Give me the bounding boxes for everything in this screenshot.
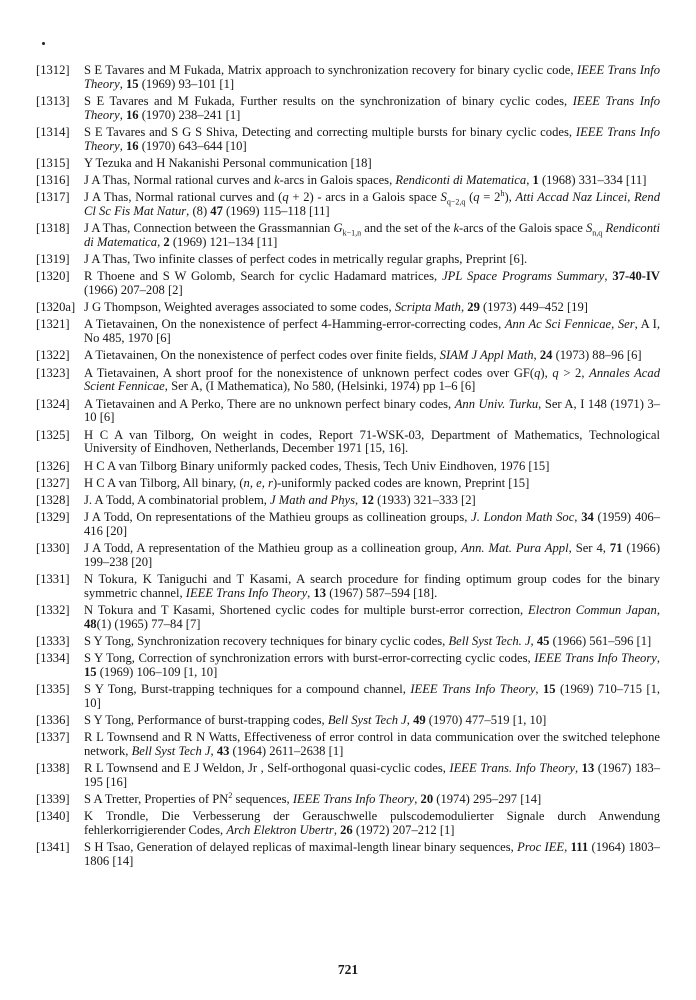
- reference-text-segment: sequences,: [232, 792, 293, 807]
- reference-text-segment: (1959) 406–416 [20]: [84, 509, 661, 538]
- reference-text-segment: Bell Syst Tech J: [327, 713, 407, 728]
- reference-text-segment: Proc IEE: [517, 840, 565, 855]
- reference-entry: [36, 635, 660, 649]
- reference-text-segment: (1966) 207–208 [2]: [84, 283, 183, 298]
- reference-entry: [36, 841, 660, 869]
- reference-text-segment: SIAM J Appl Math: [439, 348, 534, 363]
- reference-text-segment: h: [500, 189, 505, 199]
- reference-text-segment: n,q: [592, 228, 603, 238]
- reference-entry: [36, 222, 660, 250]
- reference-text: [84, 840, 660, 868]
- reference-text-segment: 16: [125, 107, 139, 122]
- reference-text-segment: 24: [539, 348, 553, 363]
- reference-text-segment: (1969) 106–109 [1, 10]: [96, 664, 218, 679]
- reference-text-segment: Rendiconti di Matematica: [395, 173, 527, 188]
- reference-text: [84, 173, 646, 187]
- reference-text-segment: ,: [307, 585, 314, 600]
- reference-number: [1322]: [36, 348, 70, 363]
- reference-text-segment: (1970) 477–519 [1, 10]: [425, 713, 547, 728]
- reference-text-segment: ),: [504, 190, 516, 205]
- reference-text-segment: 20: [420, 792, 434, 807]
- reference-number: [1327]: [36, 475, 70, 490]
- reference-entry: [36, 367, 660, 395]
- reference-text-segment: ,: [564, 840, 571, 855]
- reference-text: [84, 366, 660, 394]
- reference-entry: [36, 477, 660, 491]
- reference-text: [84, 510, 660, 538]
- reference-number: [1320]: [36, 269, 70, 284]
- reference-text: [84, 94, 660, 122]
- reference-text-segment: (1974) 295–297 [14]: [433, 792, 542, 807]
- reference-entry: [36, 126, 660, 154]
- reference-text-segment: IEEE Trans Info Theory: [84, 63, 661, 91]
- reference-text-segment: 49: [413, 713, 426, 728]
- reference-text-segment: q: [534, 365, 541, 380]
- reference-entry: [36, 810, 660, 838]
- reference-text-segment: q: [473, 190, 480, 205]
- reference-text-segment: q: [552, 365, 559, 380]
- reference-text-segment: J G Thompson, Weighted averages associated to some codes,: [84, 300, 395, 315]
- reference-text-segment: )-uniformly packed codes are known, Preprint [15]: [272, 475, 530, 490]
- reference-text-segment: ,: [406, 713, 414, 728]
- reference-number: [1314]: [36, 124, 70, 139]
- reference-text-segment: ,: [535, 682, 543, 697]
- reference-text: [84, 792, 541, 806]
- reference-text-segment: ,: [574, 509, 582, 524]
- stray-mark: [42, 42, 45, 45]
- reference-text: [84, 603, 660, 631]
- reference-text-segment: (: [465, 190, 474, 205]
- reference-text-segment: (1969) 710–715 [1, 10]: [84, 682, 661, 710]
- reference-text-segment: ),: [540, 365, 553, 380]
- reference-text-segment: 45: [536, 633, 550, 648]
- reference-text-segment: ,: [656, 602, 660, 617]
- reference-text: [84, 541, 660, 569]
- reference-text-segment: Ann Ac Sci Fennicae, Ser: [504, 317, 635, 332]
- reference-text-segment: ,: [604, 269, 613, 284]
- reference-text-segment: 2: [163, 235, 170, 250]
- reference-text-segment: Bell Syst Tech J: [131, 744, 211, 758]
- reference-number: [1316]: [36, 173, 70, 188]
- reference-text-segment: ,: [414, 792, 421, 807]
- reference-text-segment: (1972) 207–212 [1]: [352, 823, 455, 838]
- reference-text-segment: 12: [361, 492, 374, 507]
- reference-number: [1315]: [36, 155, 70, 170]
- reference-text-segment: K Trondle, Die Verbesserung der Gerauschwelle pulscodemodulierter Signale durch Anwendung fehlerkorrigierender Codes,: [84, 809, 660, 838]
- reference-entry: [36, 174, 660, 188]
- reference-text: [84, 428, 660, 456]
- reference-text-segment: (1970) 643–644 [10]: [138, 138, 247, 153]
- reference-text-segment: -arcs in Galois spaces,: [279, 173, 396, 188]
- reference-text-segment: Bell Syst Tech. J: [448, 633, 531, 648]
- reference-text-segment: (1964) 2611–2638 [1]: [229, 744, 344, 758]
- reference-entry: [36, 604, 660, 632]
- reference-text-segment: IEEE Trans Info Theory: [185, 585, 308, 600]
- reference-text-segment: IEEE Trans Info Theory: [534, 651, 657, 666]
- reference-text-segment: Ann Univ. Turku: [454, 396, 539, 411]
- reference-text-segment: S: [585, 221, 593, 236]
- reference-text-segment: 1: [532, 173, 539, 188]
- reference-entry: [36, 95, 660, 123]
- reference-text-segment: S A Tretter, Properties of PN: [84, 792, 229, 807]
- reference-text: [84, 397, 660, 425]
- reference-text-segment: k−1,n: [342, 228, 362, 238]
- reference-text-segment: A Tietavainen, On the nonexistence of perfect 4-Hamming-error-correcting codes,: [84, 317, 505, 332]
- reference-text: [84, 730, 660, 758]
- reference-text-segment: 34: [581, 509, 594, 524]
- reference-text-segment: N Tokura and T Kasami, Shortened cyclic codes for multiple burst-error correction,: [84, 602, 528, 617]
- reference-text-segment: ,: [119, 138, 126, 153]
- reference-text-segment: IEEE Trans Info Theory: [410, 682, 536, 697]
- reference-text: [84, 761, 660, 789]
- reference-number: [1312]: [36, 63, 70, 77]
- reference-entry: [36, 790, 660, 807]
- reference-text-segment: 15: [125, 76, 139, 91]
- reference-text-segment: (1933) 321–333 [2]: [373, 492, 476, 507]
- reference-text: [84, 713, 546, 727]
- reference-text-segment: IEEE Trans Info Theory: [292, 792, 415, 807]
- reference-text-segment: ,: [210, 744, 217, 758]
- reference-text-segment: and the set of the: [361, 221, 454, 236]
- reference-entry: [36, 429, 660, 457]
- reference-text-segment: J A Todd, A representation of the Mathieu group as a collineation group,: [84, 540, 462, 555]
- reference-entry: [36, 714, 660, 728]
- reference-text-segment: Y Tezuka and H Nakanishi Personal communication [18]: [84, 155, 372, 170]
- reference-text: [84, 156, 372, 170]
- reference-text-segment: 26: [340, 823, 353, 838]
- reference-text-segment: J. A Todd, A combinatorial problem,: [84, 492, 271, 507]
- reference-text-segment: R L Townsend and R N Watts, Effectiveness of error control in data communication over the switched telephone network,: [84, 730, 660, 758]
- reference-text: [84, 809, 660, 837]
- reference-number: [1329]: [36, 509, 70, 524]
- reference-entry: [36, 652, 660, 680]
- reference-number: [1324]: [36, 396, 70, 411]
- reference-text-segment: 29: [467, 300, 480, 315]
- reference-number: [1323]: [36, 365, 70, 380]
- reference-text-segment: (1966) 199–238 [20]: [84, 540, 661, 569]
- reference-text-segment: 2: [228, 790, 233, 800]
- reference-text-segment: S Y Tong, Performance of burst-trapping codes,: [84, 713, 328, 728]
- reference-text-segment: > 2,: [558, 365, 590, 380]
- reference-entry: [36, 270, 660, 298]
- reference-text-segment: J A Thas, Normal rational curves and: [84, 173, 275, 188]
- reference-text-segment: S H Tsao, Generation of delayed replicas of maximal-length linear binary sequences,: [84, 840, 518, 855]
- reference-text: [84, 63, 660, 91]
- reference-text: [84, 348, 642, 362]
- reference-text-segment: ,: [533, 348, 540, 363]
- reference-entry: [36, 494, 660, 508]
- reference-text-segment: 13: [313, 585, 327, 600]
- reference-text-segment: (1967) 183–195 [16]: [84, 761, 661, 789]
- reference-text-segment: q−2,q: [446, 197, 466, 207]
- reference-text-segment: H C A van Tilborg, On weight in codes, Report 71-WSK-03, Department of Mathematics, Technological University of Eindhoven, Netherlands, December 1971 [15, 16].: [84, 427, 660, 456]
- reference-text: [84, 572, 660, 600]
- reference-number: [1326]: [36, 458, 70, 473]
- reference-text-segment: 48: [84, 616, 97, 631]
- reference-number: [1321]: [36, 317, 70, 332]
- reference-text-segment: -arcs of the Galois space: [459, 221, 586, 236]
- reference-text-segment: S E Tavares and S G S Shiva, Detecting and correcting multiple bursts for binary cyclic codes,: [84, 124, 576, 139]
- reference-text: [84, 651, 660, 679]
- reference-text-segment: IEEE Trans Info Theory: [84, 124, 660, 153]
- reference-number: [1328]: [36, 492, 70, 507]
- reference-text-segment: Annales Acad Scient Fennicae: [84, 365, 660, 394]
- reference-number: [1338]: [36, 761, 70, 776]
- reference-text-segment: n, e, r: [243, 475, 273, 490]
- reference-text-segment: 16: [125, 138, 139, 153]
- reference-text-segment: J Math and Phys: [270, 492, 356, 507]
- reference-text: [84, 493, 476, 507]
- reference-text: [84, 269, 660, 297]
- reference-text-segment: J A Thas, Connection between the Grassmannian: [84, 221, 334, 236]
- reference-entry: [36, 762, 660, 790]
- reference-text-segment: Ann. Mat. Pura Appl: [461, 540, 569, 555]
- reference-text-segment: + 2) - arcs in a Galois space: [288, 190, 441, 205]
- reference-text-segment: ,: [119, 76, 126, 91]
- reference-text-segment: S E Tavares and M Fukada, Matrix approach to synchronization recovery for binary cyclic code,: [84, 63, 577, 77]
- reference-text: [84, 459, 549, 473]
- reference-text: [84, 252, 527, 266]
- reference-text-segment: R Thoene and S W Golomb, Search for cyclic Hadamard matrices,: [84, 269, 443, 284]
- reference-text-segment: H C A van Tilborg Binary uniformly packed codes, Thesis, Tech Univ Eindhoven, 1976 [15]: [84, 458, 550, 473]
- reference-text: [84, 634, 651, 648]
- reference-entry: [36, 349, 660, 363]
- reference-text-segment: A Tietavainen and A Perko, There are no unknown perfect binary codes,: [84, 396, 455, 411]
- reference-text-segment: R L Townsend and E J Weldon, Jr , Self-orthogonal quasi-cyclic codes,: [84, 761, 450, 776]
- reference-text-segment: IEEE Trans. Info Theory: [449, 761, 575, 776]
- reference-text: [84, 125, 660, 153]
- reference-text-segment: k: [453, 221, 460, 236]
- reference-text-segment: ,: [460, 300, 468, 315]
- reference-number: [1313]: [36, 93, 70, 108]
- reference-text-segment: Arch Elektron Ubertr: [226, 823, 334, 838]
- reference-text-segment: ,: [530, 633, 537, 648]
- reference-text: [84, 317, 660, 345]
- reference-text-segment: Scripta Math: [394, 300, 461, 315]
- reference-text-segment: J. London Math Soc: [471, 509, 575, 524]
- reference-number: [1339]: [36, 792, 70, 807]
- reference-text-segment: ,: [157, 235, 164, 250]
- reference-entry: [36, 731, 660, 759]
- reference-text-segment: Electron Commun Japan: [528, 602, 657, 617]
- reference-entry: [36, 318, 660, 346]
- reference-entry: [36, 542, 660, 570]
- reference-text-segment: (1) (1965) 77–84 [7]: [96, 616, 201, 631]
- reference-text-segment: J A Todd, On representations of the Mathieu groups as collineation groups,: [84, 509, 472, 524]
- reference-text-segment: J A Thas, Normal rational curves and (: [84, 190, 283, 205]
- reference-text-segment: A Tietavainen, On the nonexistence of perfect codes over finite fields,: [84, 348, 440, 363]
- reference-number: [1335]: [36, 682, 70, 697]
- reference-text-segment: , Ser A, I 148 (1971) 3–10 [6]: [84, 396, 661, 425]
- reference-text-segment: 37-40-IV: [612, 269, 660, 284]
- reference-number: [1317]: [36, 190, 70, 205]
- reference-entry: [36, 191, 660, 219]
- reference-text: [84, 300, 588, 314]
- reference-text-segment: S: [440, 190, 447, 205]
- reference-text-segment: IEEE Trans Info Theory: [84, 93, 660, 122]
- reference-entry: [36, 683, 660, 711]
- reference-text-segment: S Y Tong, Correction of synchronization errors with burst-error-correcting cyclic codes,: [84, 651, 535, 666]
- reference-text-segment: (1970) 238–241 [1]: [138, 107, 241, 122]
- reference-number: [1330]: [36, 540, 70, 555]
- reference-text-segment: ,: [526, 173, 533, 188]
- reference-text-segment: ,: [656, 651, 660, 666]
- reference-text-segment: (1969) 121–134 [11]: [169, 235, 278, 250]
- reference-text: [84, 682, 660, 710]
- reference-text-segment: G: [333, 221, 343, 236]
- reference-text-segment: 71: [609, 540, 623, 555]
- reference-text-segment: ,: [119, 107, 126, 122]
- reference-text-segment: (1973) 88–96 [6]: [552, 348, 642, 363]
- reference-number: [1340]: [36, 809, 70, 824]
- reference-text-segment: S E Tavares and M Fukada, Further results on the synchronization of binary cyclic codes,: [84, 93, 573, 108]
- reference-number: [1337]: [36, 730, 70, 745]
- reference-number: [1333]: [36, 633, 70, 648]
- reference-text-segment: , A I, No 485, 1970 [6]: [84, 317, 660, 346]
- reference-text-segment: JPL Space Programs Summary: [442, 269, 605, 284]
- reference-number: [1331]: [36, 571, 70, 586]
- reference-entry: [36, 460, 660, 474]
- reference-text-segment: (1967) 587–594 [18].: [326, 585, 438, 600]
- reference-text-segment: 47: [210, 204, 223, 219]
- reference-number: [1318]: [36, 221, 70, 236]
- reference-text-segment: 111: [570, 840, 589, 855]
- reference-number: [1336]: [36, 713, 70, 728]
- reference-text-segment: Rendiconti di Matematica: [84, 221, 660, 250]
- reference-number: [1334]: [36, 651, 70, 666]
- reference-text-segment: (1969) 115–118 [11]: [222, 204, 330, 219]
- reference-text-segment: 43: [216, 744, 230, 758]
- reference-text-segment: (1969) 93–101 [1]: [138, 76, 235, 91]
- reference-number: [1332]: [36, 602, 70, 617]
- reference-entry: [36, 157, 660, 171]
- reference-number: [1325]: [36, 427, 70, 442]
- reference-text-segment: 15: [84, 664, 97, 679]
- reference-text-segment: k: [274, 173, 280, 188]
- reference-entry: [36, 253, 660, 267]
- reference-text-segment: q: [282, 190, 289, 205]
- reference-text-segment: J A Thas, Two infinite classes of perfect codes in metrically regular graphs, Preprint [6].: [84, 252, 528, 267]
- reference-entry: [36, 64, 660, 92]
- reference-text-segment: ,: [333, 823, 341, 838]
- reference-number: [1319]: [36, 252, 70, 267]
- reference-text-segment: (1973) 449–452 [19]: [479, 300, 588, 315]
- reference-number: [1341]: [36, 840, 70, 855]
- reference-entry: [36, 398, 660, 426]
- reference-text-segment: 13: [581, 761, 595, 776]
- reference-entry: [36, 301, 660, 315]
- reference-text-segment: ,: [355, 492, 362, 507]
- reference-text-segment: , Ser A, (I Mathematica), No 580, (Helsinki, 1974) pp 1–6 [6]: [164, 379, 476, 394]
- reference-text-segment: ,: [575, 761, 582, 776]
- reference-text: [84, 476, 529, 490]
- reference-text-segment: (1966) 561–596 [1]: [549, 633, 652, 648]
- reference-text-segment: S Y Tong, Burst-trapping techniques for a compound channel,: [84, 682, 411, 697]
- reference-text-segment: A Tietavainen, A short proof for the nonexistence of unknown perfect codes over GF(: [84, 365, 535, 380]
- reference-text-segment: = 2: [479, 190, 501, 205]
- reference-text-segment: S Y Tong, Synchronization recovery techniques for binary cyclic codes,: [84, 633, 449, 648]
- reference-text: [84, 190, 660, 218]
- reference-text-segment: 15: [542, 682, 556, 697]
- reference-number: [1320a]: [36, 300, 76, 315]
- reference-text-segment: H C A van Tilborg, All binary, (: [84, 475, 244, 490]
- reference-text-segment: N Tokura, K Taniguchi and T Kasami, A search procedure for finding optimum group codes for the binary symmetric channel,: [84, 571, 660, 600]
- reference-text: [84, 221, 660, 249]
- reference-text-segment: (1968) 331–334 [11]: [538, 173, 647, 188]
- reference-text-segment: (1964) 1803–1806 [14]: [84, 840, 660, 869]
- reference-list: [36, 64, 660, 872]
- reference-text-segment: Atti Accad Naz Lincei, Rend Cl Sc Fis Mat Natur: [84, 190, 660, 219]
- reference-text-segment: , (8): [186, 204, 211, 219]
- page-number: 721: [337, 962, 359, 977]
- reference-entry: [36, 511, 660, 539]
- reference-text-segment: , Ser 4,: [568, 540, 610, 555]
- reference-entry: [36, 573, 660, 601]
